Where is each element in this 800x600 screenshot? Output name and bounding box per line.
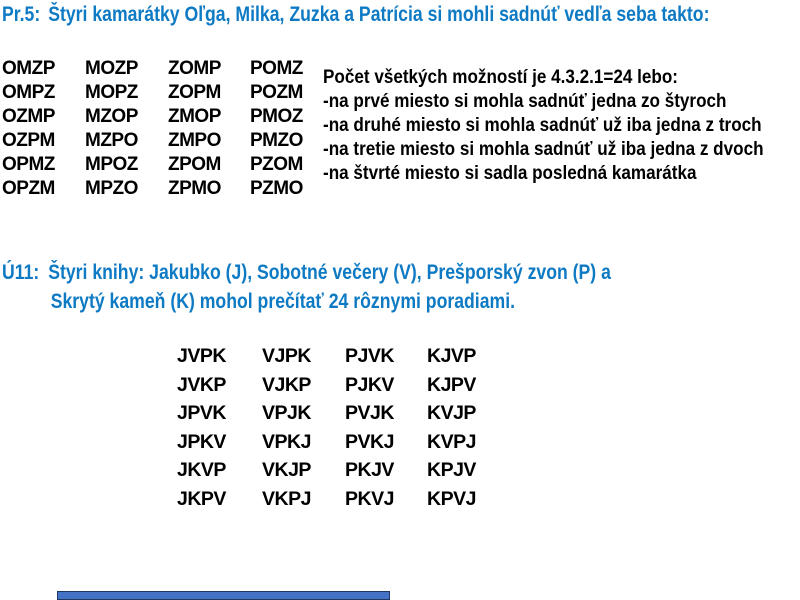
permutation-cell: ZMOP: [168, 106, 221, 127]
permutation-cell: PKJV: [345, 459, 394, 481]
permutation-cell: KJVP: [427, 345, 476, 367]
permutation-cell: KVPJ: [427, 430, 476, 453]
permutation-cell: VPKJ: [262, 430, 311, 453]
problem1-label: Pr.5:: [2, 3, 41, 26]
permutation-cell: VKJP: [262, 459, 311, 481]
permutation-cell: ZPOM: [168, 154, 221, 175]
permutation-cell: JPKV: [177, 430, 226, 453]
permutation-cell: POMZ: [250, 58, 303, 79]
problem2-title: [2, 258, 727, 316]
permutation-cell: VKPJ: [262, 487, 311, 510]
permutation-cell: ZOMP: [168, 58, 221, 79]
permutation-cell: PZOM: [250, 154, 303, 175]
permutation-cell: VPJK: [262, 402, 311, 424]
permutation-cell: OZMP: [2, 106, 55, 127]
permutation-cell: OZPM: [2, 130, 55, 151]
permutation-cell: ZMPO: [168, 130, 221, 151]
permutation-cell: KPVJ: [427, 487, 476, 510]
permutation-cell: MZPO: [85, 130, 138, 151]
explanation-line: -na štvrté miesto si sadla posledná kamarátka: [323, 163, 697, 184]
explanation-line: -na tretie miesto si mohla sadnúť už iba jedna z dvoch: [323, 139, 764, 160]
problem2-label: Ú11:: [2, 261, 40, 284]
explanation-lines: [323, 90, 800, 186]
explanation-line: -na prvé miesto si mohla sadnúť jedna zo štyroch: [323, 91, 727, 112]
permutation-cell: JPVK: [177, 402, 226, 424]
problem1-title: [2, 3, 709, 27]
problem1-permutation-grid: [2, 57, 312, 201]
explanation-block: [323, 66, 800, 186]
accent-bar: [57, 591, 390, 600]
permutation-cell: PVKJ: [345, 430, 394, 453]
problem2-title-text1: Štyri knihy: Jakubko (J), Sobotné večery (V), Prešporský zvon (P) a: [48, 261, 611, 284]
problem2-title-line1: [2, 258, 611, 287]
permutation-cell: MOZP: [85, 58, 138, 79]
permutation-cell: MZOP: [85, 106, 138, 127]
permutation-cell: JKPV: [177, 487, 226, 510]
permutation-cell: PMZO: [250, 130, 303, 151]
permutation-cell: JKVP: [177, 459, 226, 481]
problem1-title-text: Štyri kamarátky Oľga, Milka, Zuzka a Patrícia si mohli sadnúť vedľa seba takto:: [48, 3, 710, 26]
permutation-cell: MOPZ: [85, 82, 138, 103]
permutation-cell: PJVK: [345, 345, 394, 367]
permutation-cell: MPZO: [85, 178, 138, 199]
explanation-line: -na druhé miesto si mohla sadnúť už iba jedna z troch: [323, 115, 762, 136]
permutation-cell: VJKP: [262, 373, 311, 396]
problem2-permutation-grid: [177, 342, 489, 513]
permutation-cell: OMPZ: [2, 82, 55, 103]
permutation-cell: JVPK: [177, 345, 226, 367]
permutation-cell: OPMZ: [2, 154, 55, 175]
permutation-cell: PZMO: [250, 178, 303, 199]
permutation-cell: PJKV: [345, 373, 394, 396]
permutation-cell: POZM: [250, 82, 303, 103]
permutation-cell: JVKP: [177, 373, 226, 396]
permutation-cell: PVJK: [345, 402, 394, 424]
permutation-cell: PMOZ: [250, 106, 303, 127]
permutation-cell: PKVJ: [345, 487, 394, 510]
permutation-cell: VJPK: [262, 345, 311, 367]
permutation-cell: KJPV: [427, 373, 476, 396]
permutation-cell: ZOPM: [168, 82, 221, 103]
permutation-cell: MPOZ: [85, 154, 138, 175]
problem2-title-line2: Skrytý kameň (K) mohol prečítať 24 rôznymi poradiami.: [50, 290, 516, 313]
permutation-cell: KVJP: [427, 402, 476, 424]
explanation-heading: Počet všetkých možností je 4.3.2.1=24 lebo:: [323, 67, 678, 88]
permutation-cell: OPZM: [2, 178, 55, 199]
permutation-cell: OMZP: [2, 58, 55, 79]
permutation-cell: KPJV: [427, 459, 476, 481]
permutation-cell: ZPMO: [168, 178, 221, 199]
